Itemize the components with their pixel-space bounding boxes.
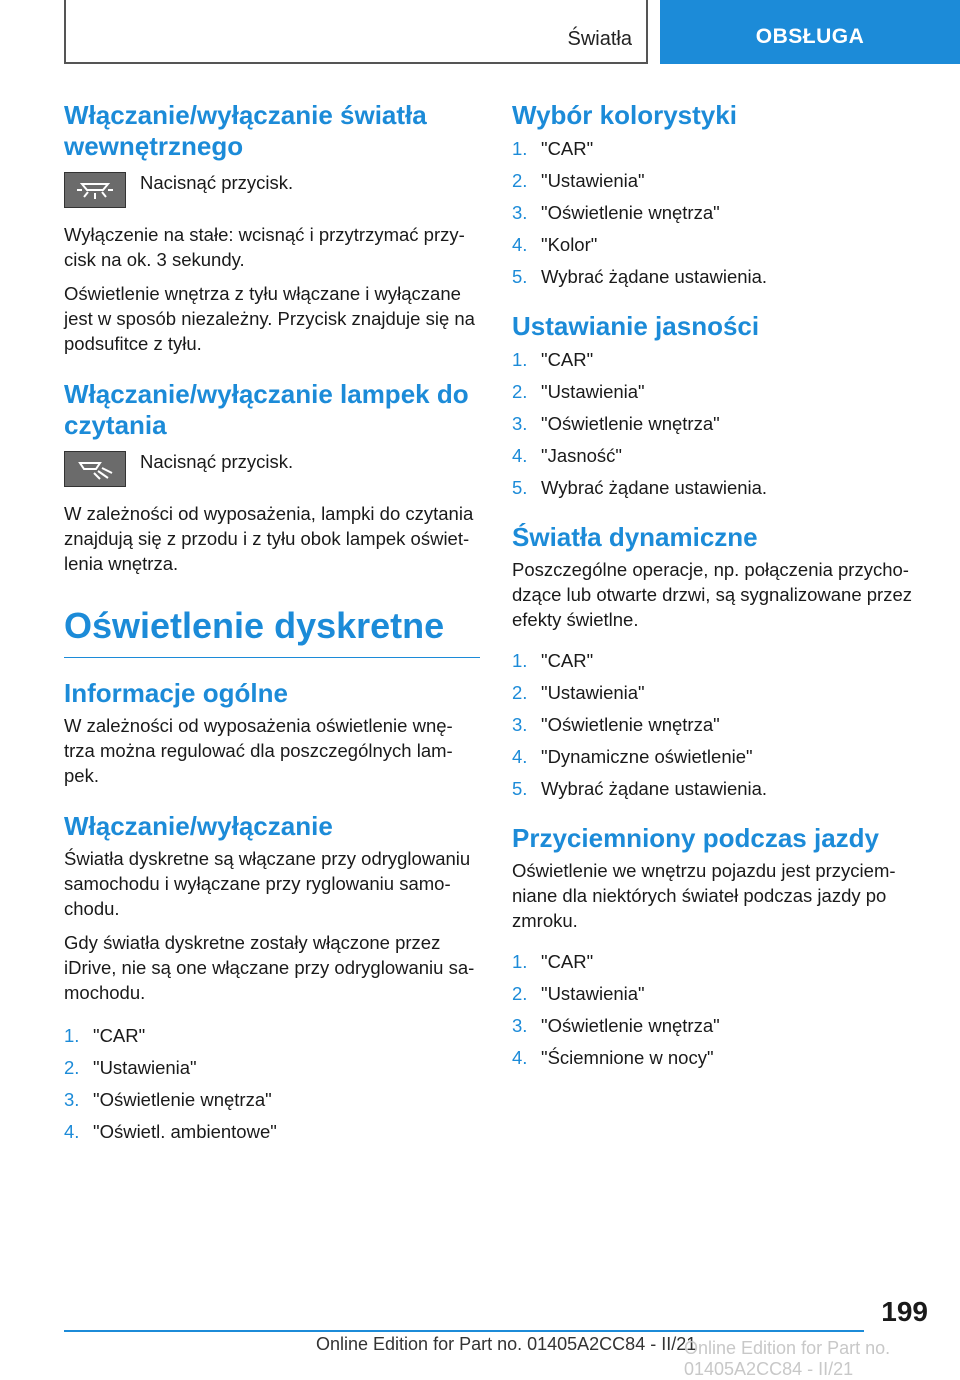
- onoff-paragraph-2: Gdy światła dyskretne zostały włączone przez iDrive, nie są one włączane przy odryglowaniu sa-mochodu.: [64, 932, 475, 1003]
- list-item: 1. "CAR": [512, 951, 594, 972]
- page-number: 199: [881, 1296, 928, 1327]
- onoff-steps-list: [64, 1020, 480, 1148]
- general-paragraph-1: W zależności od wyposażenia oświetlenie wnę-trza można regulować dla poszczególnych lam-pek.: [64, 715, 453, 786]
- reading-button-row: [64, 451, 480, 487]
- interior-paragraph-1: Wyłączenie na stałe: wcisnąć i przytrzymać przy-cisk na ok. 3 sekundy.: [64, 224, 465, 270]
- dimmed-steps-list: [512, 946, 912, 1074]
- watermark: Online Edition for Part no. 01405A2CC84 - II/21: [684, 1338, 891, 1379]
- header-section-title: Światła: [567, 28, 632, 50]
- list-item: 2. "Ustawienia": [512, 682, 645, 703]
- heading-on-off: Włączanie/wyłączanie: [64, 811, 333, 841]
- left-column: [64, 100, 480, 1166]
- list-item: 2. "Ustawienia": [512, 381, 645, 402]
- heading-ambient-lighting: Oświetlenie dyskretne: [64, 605, 480, 658]
- reading-button-instruction: Nacisnąć przycisk.: [140, 451, 294, 472]
- list-item: 3. "Oświetlenie wnętrza": [512, 413, 720, 434]
- list-item: 3. "Oświetlenie wnętrza": [512, 202, 720, 223]
- right-column: [512, 100, 912, 1092]
- header-frame: [64, 0, 648, 64]
- interior-button-row: [64, 172, 480, 208]
- list-item: 4. "Ściemnione w nocy": [512, 1047, 714, 1068]
- list-item: 5. Wybrać żądane ustawienia.: [512, 778, 768, 799]
- heading-general-info: Informacje ogólne: [64, 678, 288, 708]
- dynamic-paragraph-1: Poszczególne operacje, np. połączenia przycho-dzące lub otwarte drzwi, są sygnalizowane przez efekty świetlne.: [512, 559, 912, 630]
- list-item: 1. "CAR": [512, 650, 594, 671]
- list-item: 5. Wybrać żądane ustawienia.: [512, 477, 768, 498]
- brightness-steps-list: [512, 344, 912, 504]
- heading-reading-lamps: Włączanie/wyłączanie lampek do czytania: [64, 379, 469, 440]
- list-item: 1. "CAR": [64, 1025, 146, 1046]
- heading-color-selection: Wybór kolorystyki: [512, 100, 737, 130]
- color-steps-list: [512, 133, 912, 293]
- list-item: 4. "Jasność": [512, 445, 623, 466]
- list-item: 1. "CAR": [512, 138, 594, 159]
- list-item: 3. "Oświetlenie wnętrza": [64, 1089, 272, 1110]
- interior-paragraph-2: Oświetlenie wnętrza z tyłu włączane i wyłączane jest w sposób niezależny. Przycisk znajduje się na podsufitce z tyłu.: [64, 283, 475, 354]
- list-item: 2. "Ustawienia": [64, 1057, 197, 1078]
- footer-divider: [64, 1330, 864, 1332]
- list-item: 4. "Dynamiczne oświetlenie": [512, 746, 753, 767]
- list-item: 4. "Kolor": [512, 234, 598, 255]
- heading-dimmed-driving: Przyciemniony podczas jazdy: [512, 823, 880, 853]
- list-item: 5. Wybrać żądane ustawienia.: [512, 266, 768, 287]
- list-item: 2. "Ustawienia": [512, 983, 645, 1004]
- list-item: 2. "Ustawienia": [512, 170, 645, 191]
- heading-dynamic-lights: Światła dynamiczne: [512, 522, 758, 552]
- interior-button-instruction: Nacisnąć przycisk.: [140, 172, 294, 193]
- list-item: 4. "Oświetl. ambientowe": [64, 1121, 277, 1142]
- reading-lamp-button-icon: [64, 451, 126, 487]
- list-item: 3. "Oświetlenie wnętrza": [512, 1015, 720, 1036]
- footer-edition: Online Edition for Part no. 01405A2CC84 - II/21: [316, 1334, 697, 1354]
- heading-brightness: Ustawianie jasności: [512, 311, 760, 341]
- header-chapter-tab[interactable]: OBSŁUGA: [660, 0, 960, 64]
- dynamic-steps-list: [512, 645, 912, 805]
- heading-interior-light: Włączanie/wyłączanie światła wewnętrznego: [64, 100, 427, 161]
- list-item: 3. "Oświetlenie wnętrza": [512, 714, 720, 735]
- reading-paragraph-1: W zależności od wyposażenia, lampki do czytania znajdują się z przodu i z tyłu obok lampek oświet-lenia wnętrza.: [64, 503, 474, 574]
- interior-light-button-icon: [64, 172, 126, 208]
- onoff-paragraph-1: Światła dyskretne są włączane przy odryglowaniu samochodu i wyłączane przy ryglowaniu samo-chodu.: [64, 848, 471, 919]
- list-item: 1. "CAR": [512, 349, 594, 370]
- dimmed-paragraph-1: Oświetlenie we wnętrzu pojazdu jest przyciem-niane dla niektórych świateł podczas jazdy po zmroku.: [512, 860, 896, 931]
